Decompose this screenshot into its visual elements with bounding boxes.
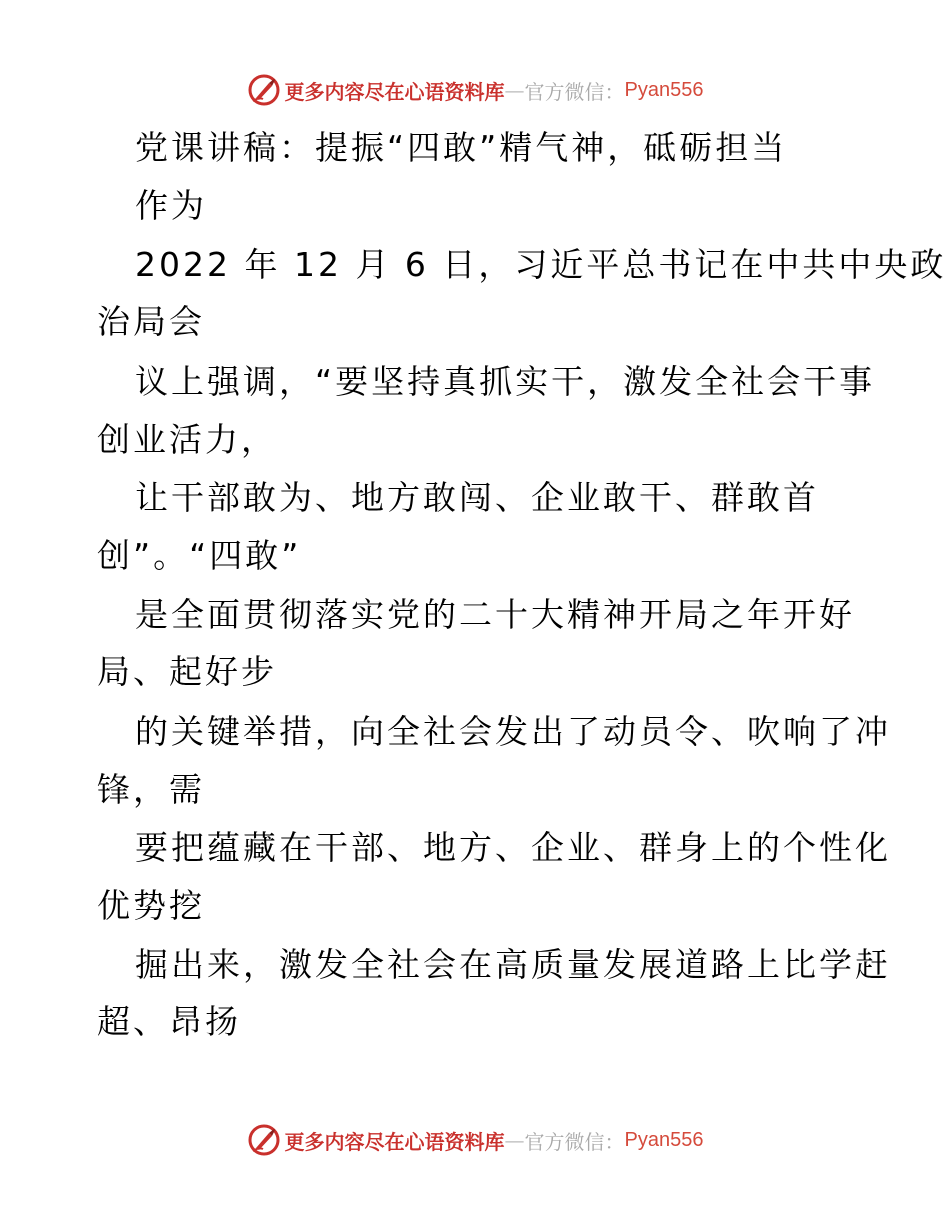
watermark-dash: —	[504, 1128, 525, 1152]
text-line: 锋，需	[97, 770, 205, 809]
quill-logo-icon	[247, 1123, 281, 1157]
text-line: 要把蕴藏在干部、地方、企业、群身上的个性化	[135, 828, 891, 867]
text-line: 议上强调，“要坚持真抓实干，激发全社会干事	[135, 362, 876, 401]
text-line: 的关键举措，向全社会发出了动员令、吹响了冲	[135, 712, 891, 751]
text-line: 2022 年 12 月 6 日，习近平总书记在中共中央政	[135, 245, 947, 284]
quill-logo-icon	[247, 73, 281, 107]
watermark-header	[0, 70, 950, 110]
text-line: 优势挖	[97, 886, 205, 925]
text-line: 是全面贯彻落实党的二十大精神开局之年开好	[135, 595, 855, 634]
watermark-wechat-label: 官方微信：	[524, 1129, 625, 1154]
text-line: 作为	[135, 186, 207, 225]
document-title: 党课讲稿：提振“四敢”精气神，砥砺担当	[135, 128, 788, 167]
watermark-wechat-id: Pyan556	[624, 1128, 704, 1151]
watermark-wechat-label: 官方微信：	[524, 79, 625, 104]
text-line: 让干部敢为、地方敢闯、企业敢干、群敢首	[135, 478, 819, 517]
text-line: 掘出来，激发全社会在高质量发展道路上比学赶	[135, 945, 891, 984]
text-line: 治局会	[97, 302, 205, 341]
watermark-dash: —	[504, 78, 525, 102]
text-line: 创业活力，	[97, 420, 277, 459]
watermark-wechat-id: Pyan556	[624, 78, 704, 101]
text-line: 创”。“四敢”	[97, 536, 302, 575]
text-line: 超、昂扬	[97, 1002, 241, 1041]
watermark-footer	[0, 1120, 950, 1160]
watermark-brand: 更多内容尽在心语资料库	[284, 79, 505, 104]
watermark-brand: 更多内容尽在心语资料库	[284, 1129, 505, 1154]
text-line: 局、起好步	[97, 652, 277, 691]
